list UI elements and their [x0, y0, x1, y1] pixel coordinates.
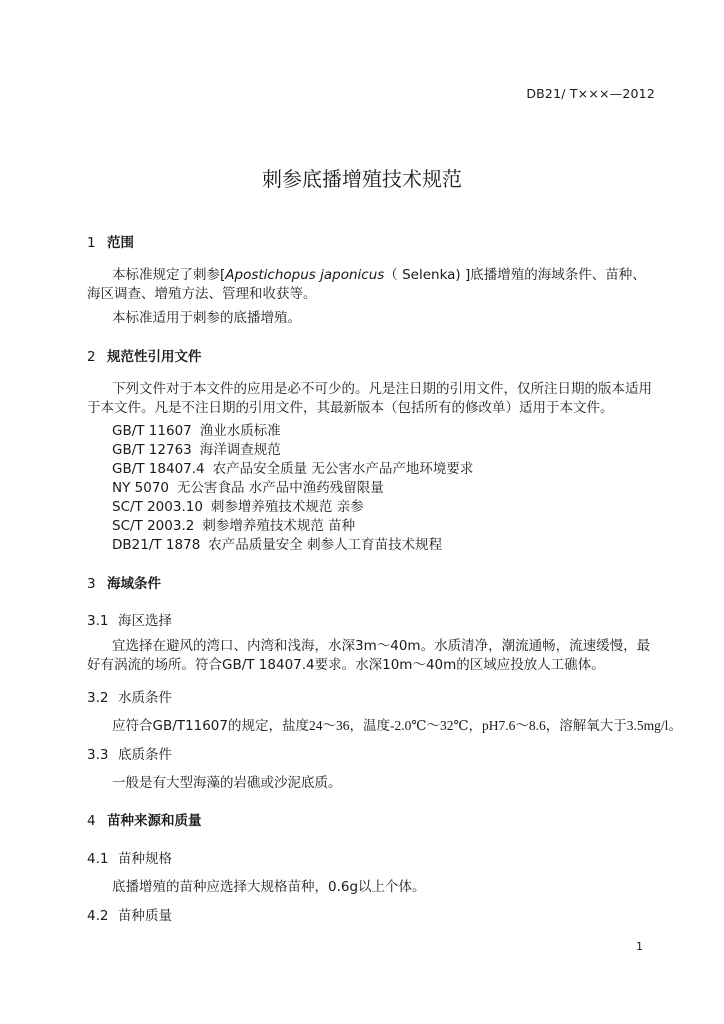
reference-code: GB/T 18407.4 [112, 461, 205, 477]
subsection-3-3-text: 一般是有大型海藻的岩礁或沙泥底质。 [112, 775, 342, 791]
text-run: ， [468, 718, 483, 734]
document-code: DB21/ T×××—2012 [526, 86, 655, 101]
reference-name: 刺参增养殖技术规范 苗种 [202, 518, 356, 534]
subsection-number: 3.3 [87, 747, 109, 763]
reference-name: 渔业水质标准 [199, 423, 281, 439]
reference-code: GB/T 11607 [112, 423, 192, 439]
section-1-paragraph-1 [87, 266, 657, 304]
reference-code: GB/T 12763 [112, 442, 192, 458]
subsection-number: 3.2 [87, 690, 109, 706]
subsection-title: 底质条件 [118, 747, 172, 763]
subsection-number: 4.1 [87, 851, 109, 867]
text-run: 应符合GB/T11607的规定，盐度 [112, 718, 309, 734]
subsection-title: 苗种质量 [118, 908, 172, 924]
reference-code: SC/T 2003.10 [112, 499, 203, 515]
section-1-heading [87, 231, 134, 251]
subsection-4-1-heading [87, 847, 172, 867]
reference-name: 无公害食品 水产品中渔药残留限量 [177, 480, 384, 496]
reference-code: SC/T 2003.2 [112, 518, 195, 534]
reference-code: DB21/T 1878 [112, 537, 201, 553]
text-run: ，温度 [349, 718, 390, 734]
salinity-value: 24～36 [308, 718, 350, 733]
subsection-3-1-heading [87, 609, 172, 629]
page-number: 1 [636, 940, 643, 953]
section-2-heading [87, 345, 202, 365]
subsection-title: 水质条件 [118, 690, 172, 706]
subsection-3-3-heading [87, 743, 172, 763]
reference-item [112, 514, 355, 534]
section-title: 范围 [107, 235, 134, 251]
section-title: 苗种来源和质量 [107, 813, 202, 829]
document-title: 刺参底播增殖技术规范 [262, 167, 462, 191]
section-number: 1 [87, 235, 96, 251]
temperature-value: -2.0℃～32℃ [389, 718, 469, 733]
subsection-title: 苗种规格 [118, 851, 172, 867]
reference-item [112, 419, 281, 439]
reference-name: 海洋调查规范 [199, 442, 281, 458]
reference-name: 农产品安全质量 无公害水产品产地环境要求 [212, 461, 474, 477]
paragraph-text: （ Selenka) ]底播增殖的海域条件、苗种、海区调查、增殖方法、管理和收获等。 [87, 267, 646, 302]
reference-code: NY 5070 [112, 480, 169, 496]
paragraph-text: 本标准规定了刺参[ [112, 267, 226, 283]
subsection-3-2-text [112, 714, 682, 734]
reference-item [112, 533, 442, 553]
section-title: 海域条件 [107, 576, 161, 592]
section-4-heading [87, 809, 202, 829]
subsection-4-2-heading [87, 904, 172, 924]
section-number: 2 [87, 349, 96, 365]
subsection-number: 4.2 [87, 908, 109, 924]
reference-item [112, 476, 384, 496]
text-run: ，溶解氧大于 [545, 718, 627, 734]
text-run: 。 [668, 718, 682, 734]
subsection-3-1-text: 宜选择在避风的湾口、内湾和浅海，水深3m～40m。水质清净，潮流通畅，流速缓慢，最好有涡流的场所。符合GB/T 18407.4要求。水深10m～40m的区域应投放人工礁体。 [87, 638, 651, 673]
latin-species-name: Apostichopus japonicus [225, 267, 385, 283]
subsection-title: 海区选择 [118, 613, 172, 629]
reference-name: 刺参增养殖技术规范 亲参 [210, 499, 364, 515]
reference-item [112, 457, 473, 477]
subsection-4-1-text: 底播增殖的苗种应选择大规格苗种，0.6g以上个体。 [112, 879, 426, 895]
oxygen-value: 3.5mg/l [626, 718, 669, 733]
reference-item [112, 495, 364, 515]
section-number: 3 [87, 576, 96, 592]
subsection-number: 3.1 [87, 613, 109, 629]
section-1-paragraph-2: 本标准适用于刺参的底播增殖。 [112, 310, 301, 326]
section-3-heading [87, 572, 161, 592]
section-number: 4 [87, 813, 96, 829]
section-2-intro: 下列文件对于本文件的应用是必不可少的。凡是注日期的引用文件，仅所注日期的版本适用于本文件。凡是不注日期的引用文件，其最新版本（包括所有的修改单）适用于本文件。 [87, 381, 652, 416]
section-title: 规范性引用文件 [107, 349, 202, 365]
reference-item [112, 438, 281, 458]
reference-name: 农产品质量安全 刺参人工育苗技术规程 [208, 537, 443, 553]
ph-value: pH7.6～8.6 [482, 718, 546, 733]
subsection-3-2-heading [87, 686, 172, 706]
